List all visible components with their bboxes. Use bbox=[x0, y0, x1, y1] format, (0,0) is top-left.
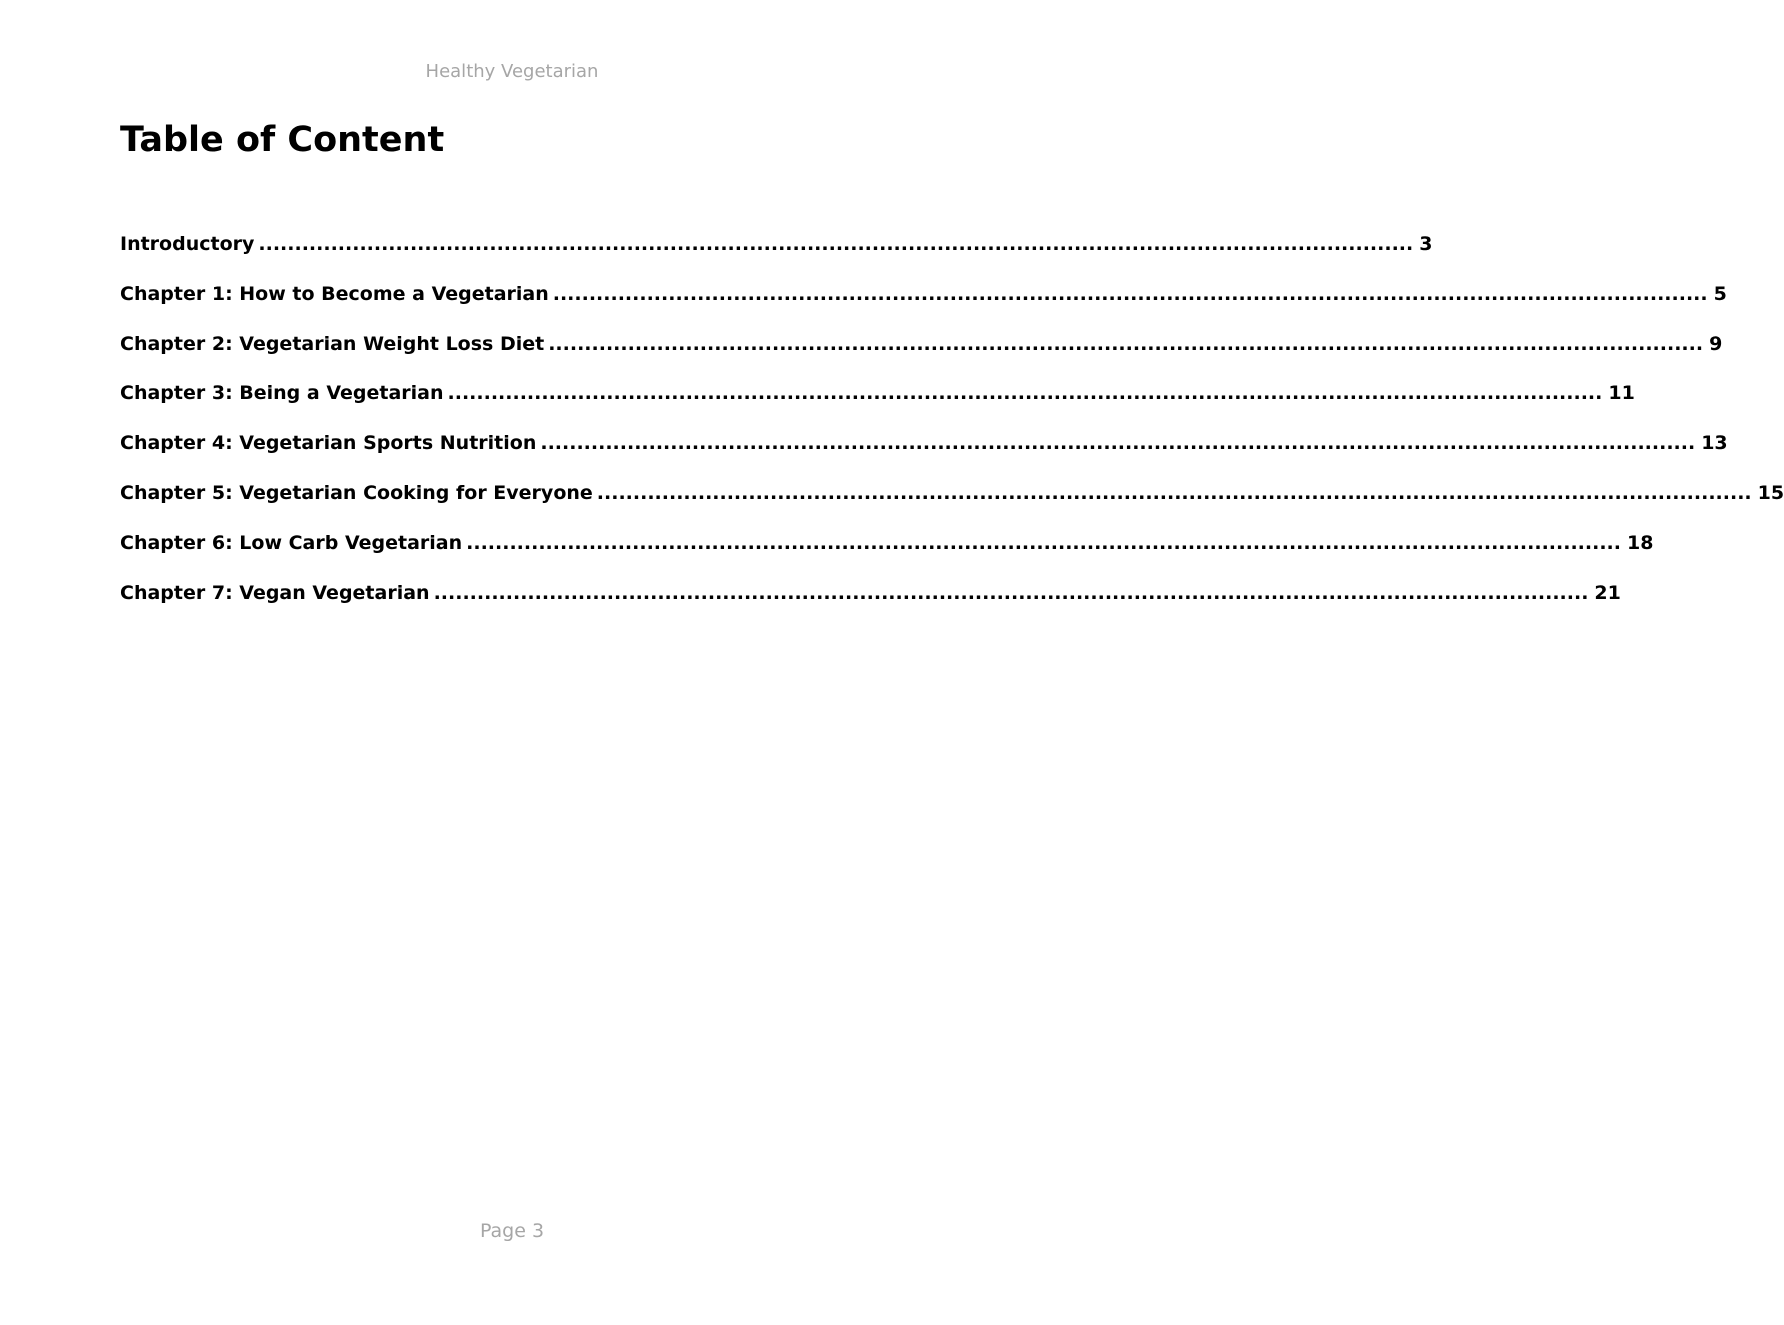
toc-entry-title: Chapter 3: Being a Vegetarian bbox=[120, 382, 444, 405]
toc-page-number: 15 bbox=[1757, 481, 1784, 504]
toc-entry-chapter-3[interactable] bbox=[120, 382, 1635, 432]
table-of-contents bbox=[120, 233, 1784, 631]
toc-entry-title: Chapter 7: Vegan Vegetarian bbox=[120, 581, 430, 604]
toc-entry-title: Chapter 6: Low Carb Vegetarian bbox=[120, 531, 463, 554]
toc-dot-leader: ................................................................................................................................................................ bbox=[447, 382, 1603, 405]
toc-dot-leader: ................................................................................................................................................................ bbox=[596, 481, 1752, 504]
toc-dot-leader: ................................................................................................................................................................ bbox=[466, 531, 1621, 554]
toc-page-number: 11 bbox=[1608, 382, 1635, 405]
toc-dot-leader: ................................................................................................................................................................ bbox=[540, 432, 1696, 455]
toc-dot-leader: ................................................................................................................................................................ bbox=[258, 233, 1414, 255]
toc-dot-leader: ................................................................................................................................................................ bbox=[548, 332, 1704, 355]
toc-page-number: 18 bbox=[1626, 531, 1654, 554]
toc-entry-title: Introductory bbox=[120, 233, 255, 255]
toc-dot-leader: ................................................................................................................................................................ bbox=[552, 282, 1708, 305]
page-title: Table of Content bbox=[120, 120, 445, 160]
toc-page-number: 5 bbox=[1713, 282, 1727, 305]
toc-page-number: 3 bbox=[1419, 233, 1433, 255]
toc-page-number: 21 bbox=[1594, 581, 1621, 604]
toc-entry-chapter-1[interactable] bbox=[120, 282, 1727, 333]
toc-entry-chapter-2[interactable] bbox=[120, 332, 1723, 383]
toc-page-number: 9 bbox=[1709, 332, 1723, 355]
toc-entry-chapter-4[interactable] bbox=[120, 432, 1728, 482]
toc-entry-chapter-6[interactable] bbox=[120, 531, 1654, 582]
toc-entry-title: Chapter 4: Vegetarian Sports Nutrition bbox=[120, 432, 537, 455]
toc-dot-leader: ................................................................................................................................................................ bbox=[433, 581, 1589, 604]
toc-entry-introductory[interactable] bbox=[120, 233, 1433, 283]
running-header: Healthy Vegetarian bbox=[425, 61, 599, 82]
toc-entry-title: Chapter 5: Vegetarian Cooking for Everyone bbox=[120, 481, 593, 504]
toc-entry-title: Chapter 1: How to Become a Vegetarian bbox=[120, 282, 549, 305]
toc-page-number: 13 bbox=[1701, 432, 1728, 455]
toc-entry-chapter-5[interactable] bbox=[120, 481, 1784, 532]
toc-entry-chapter-7[interactable] bbox=[120, 581, 1621, 632]
toc-entry-title: Chapter 2: Vegetarian Weight Loss Diet bbox=[120, 332, 545, 355]
page-number-footer: Page 3 bbox=[479, 1220, 545, 1242]
